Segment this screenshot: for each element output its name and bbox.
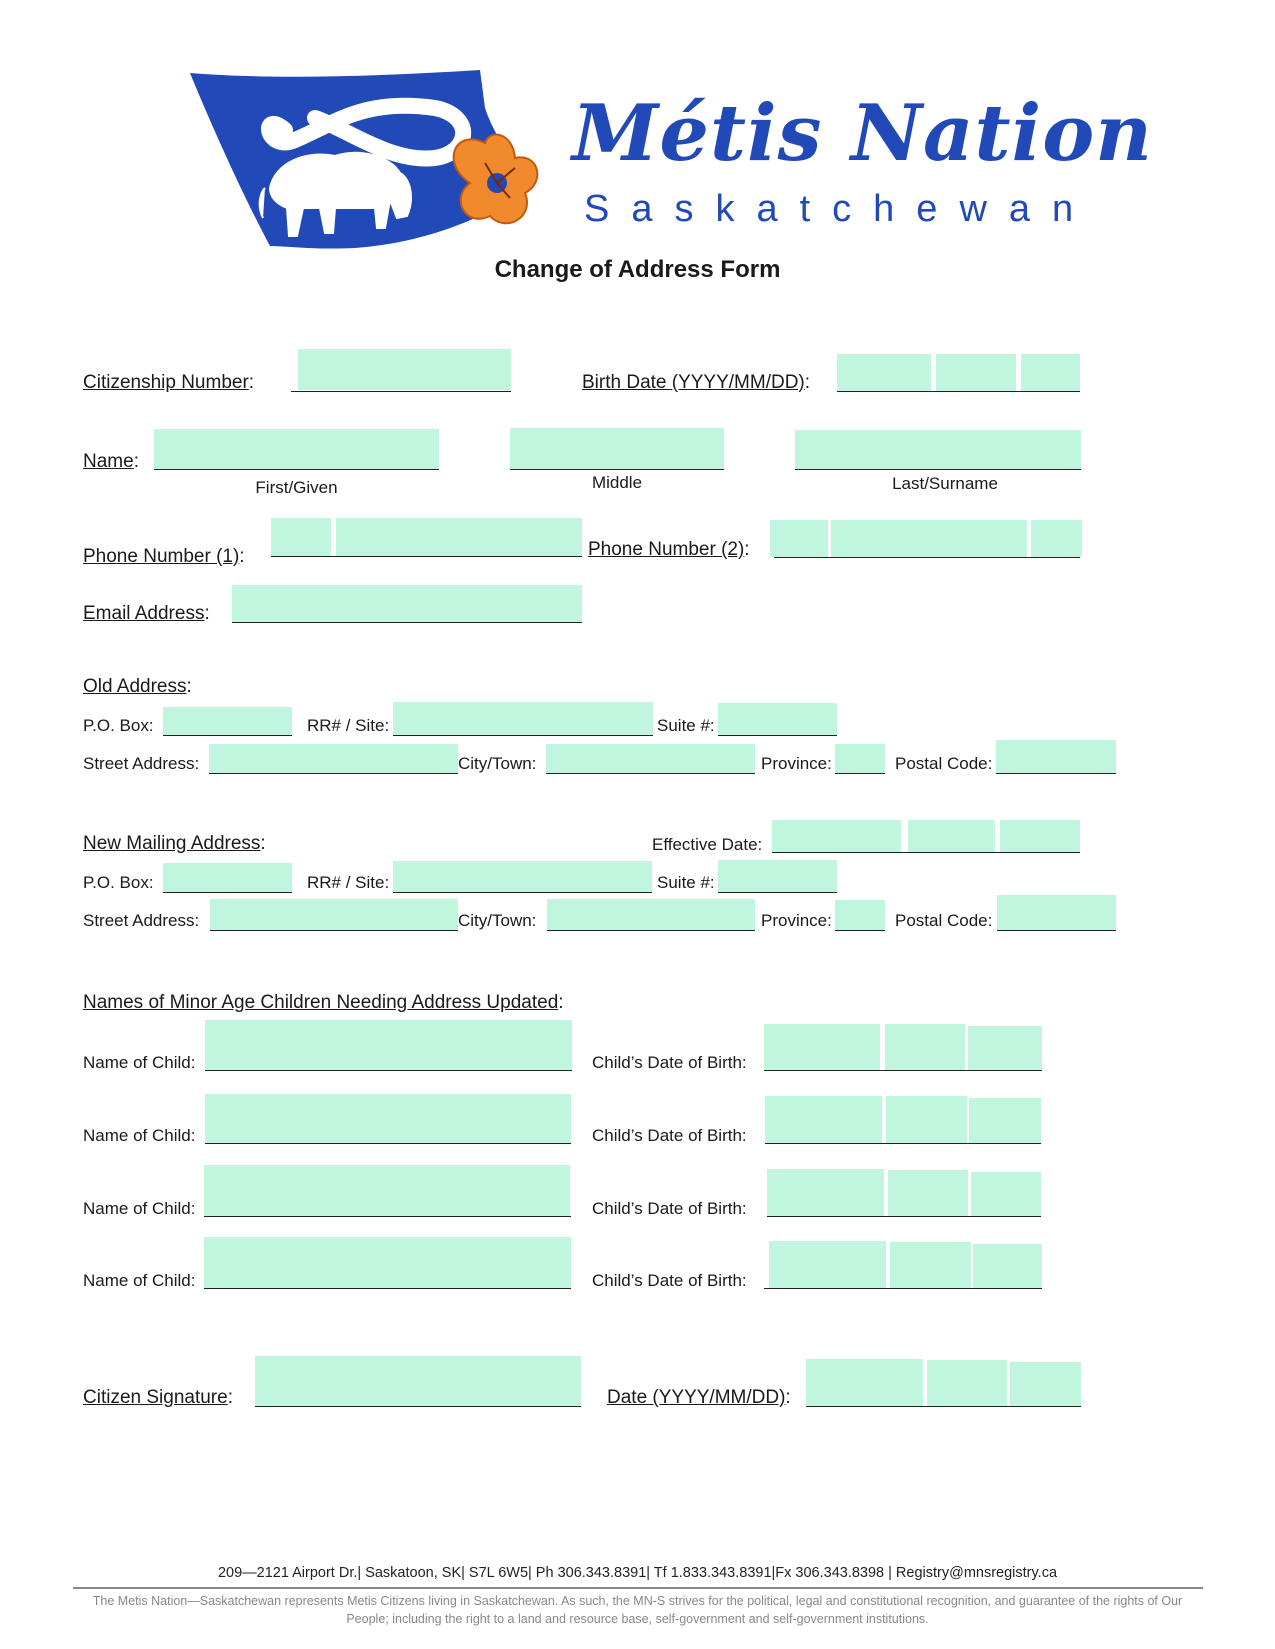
child1-dob-label: Child’s Date of Birth: <box>592 1053 747 1072</box>
child2-name-underline <box>205 1143 571 1144</box>
first-name-underline <box>154 469 439 470</box>
new-suite-label: Suite #: <box>657 873 715 892</box>
name-label: Name: <box>83 451 139 472</box>
birth-day-field[interactable] <box>1021 354 1080 391</box>
citizenship-number-field[interactable] <box>298 349 511 390</box>
old-postal-field[interactable] <box>996 740 1116 773</box>
signature-day-field[interactable] <box>1010 1362 1081 1406</box>
new-city-underline <box>547 930 755 931</box>
old-po-box-label: P.O. Box: <box>83 716 154 735</box>
signature-date-underline <box>806 1406 1081 1407</box>
new-suite-underline <box>718 892 837 893</box>
child1-dob-month-field[interactable] <box>885 1024 965 1070</box>
child4-dob-year-field[interactable] <box>769 1241 886 1288</box>
child1-dob-underline <box>764 1070 1042 1071</box>
old-po-box-underline <box>163 735 292 736</box>
child4-name-field[interactable] <box>204 1237 571 1288</box>
email-label: Email Address: <box>83 603 210 624</box>
phone1-underline <box>271 556 582 557</box>
footer-contact: 209—2121 Airport Dr.| Saskatoon, SK| S7L 6W5| Ph 306.343.8391| Tf 1.833.343.8391|Fx 306.343.8398 | Registry@mnsregistry.ca <box>217 1565 1058 1581</box>
new-rr-site-field[interactable] <box>393 861 652 892</box>
phone2-label: Phone Number (2): <box>588 539 750 560</box>
signature-date-label: Date (YYYY/MM/DD): <box>607 1387 791 1408</box>
effective-date-label: Effective Date: <box>652 835 763 854</box>
child1-name-underline <box>205 1070 572 1071</box>
child3-dob-underline <box>767 1216 1041 1217</box>
old-province-label: Province: <box>761 754 832 773</box>
effective-year-field[interactable] <box>772 820 901 852</box>
child4-dob-month-field[interactable] <box>890 1242 971 1288</box>
child2-dob-month-field[interactable] <box>886 1096 967 1143</box>
old-postal-underline <box>996 773 1116 774</box>
old-street-underline <box>209 773 458 774</box>
child2-dob-year-field[interactable] <box>765 1096 882 1143</box>
new-street-label: Street Address: <box>83 911 200 930</box>
child3-dob-month-field[interactable] <box>888 1170 968 1216</box>
child3-name-label: Name of Child: <box>83 1199 196 1218</box>
old-province-underline <box>835 773 885 774</box>
child2-name-field[interactable] <box>205 1094 571 1143</box>
new-street-field[interactable] <box>210 899 458 930</box>
old-rr-site-field[interactable] <box>393 702 653 735</box>
birth-date-underline <box>837 391 1080 392</box>
email-field[interactable] <box>232 585 582 622</box>
child4-name-label: Name of Child: <box>83 1271 196 1290</box>
children-heading: Names of Minor Age Children Needing Address Updated: <box>83 992 564 1013</box>
child4-name-underline <box>204 1288 571 1289</box>
old-city-label: City/Town: <box>458 754 537 773</box>
old-street-field[interactable] <box>209 744 458 773</box>
email-underline <box>232 622 582 623</box>
new-po-box-underline <box>163 892 292 893</box>
phone2-area-field[interactable] <box>770 520 828 557</box>
new-po-box-field[interactable] <box>163 863 292 892</box>
new-rr-site-underline <box>393 892 652 893</box>
middle-name-underline <box>510 469 724 470</box>
child2-dob-label: Child’s Date of Birth: <box>592 1126 747 1145</box>
child1-name-field[interactable] <box>205 1020 572 1070</box>
new-province-field[interactable] <box>835 900 885 930</box>
child1-dob-day-field[interactable] <box>968 1026 1042 1070</box>
new-street-underline <box>210 930 458 931</box>
old-rr-site-label: RR# / Site: <box>307 716 390 735</box>
child3-dob-day-field[interactable] <box>971 1172 1041 1216</box>
old-rr-site-underline <box>393 735 653 736</box>
form-title: Change of Address Form <box>494 256 781 283</box>
child4-dob-underline <box>764 1288 1042 1289</box>
phone1-label: Phone Number (1): <box>83 546 245 567</box>
new-address-heading: New Mailing Address: <box>83 833 266 854</box>
child3-dob-year-field[interactable] <box>767 1169 884 1216</box>
last-name-field[interactable] <box>795 430 1081 469</box>
new-province-label: Province: <box>761 911 832 930</box>
new-postal-underline <box>997 930 1116 931</box>
lily-icon <box>454 135 538 224</box>
child2-dob-day-field[interactable] <box>969 1098 1041 1143</box>
new-city-field[interactable] <box>547 899 755 930</box>
citizenship-underline <box>291 391 511 392</box>
footer-divider <box>73 1587 1203 1589</box>
effective-date-underline <box>772 852 1080 853</box>
signature-year-field[interactable] <box>806 1359 923 1406</box>
old-postal-label: Postal Code: <box>895 754 993 773</box>
old-city-underline <box>546 773 755 774</box>
child2-dob-underline <box>765 1143 1041 1144</box>
last-name-underline <box>795 469 1081 470</box>
new-postal-field[interactable] <box>997 895 1116 930</box>
citizenship-label: Citizenship Number: <box>83 372 255 393</box>
old-suite-field[interactable] <box>718 703 837 735</box>
phone2-number-field[interactable] <box>831 520 1027 557</box>
brand-name: Métis Nation <box>572 88 1153 179</box>
child4-dob-day-field[interactable] <box>973 1244 1042 1288</box>
metis-logo <box>185 68 545 258</box>
old-po-box-field[interactable] <box>163 707 292 735</box>
child3-dob-label: Child’s Date of Birth: <box>592 1199 747 1218</box>
first-name-caption: First/Given <box>255 478 338 497</box>
signature-underline <box>255 1406 581 1407</box>
signature-label: Citizen Signature: <box>83 1387 233 1408</box>
effective-day-field[interactable] <box>1000 820 1080 852</box>
child1-name-label: Name of Child: <box>83 1053 196 1072</box>
new-po-box-label: P.O. Box: <box>83 873 154 892</box>
phone1-area-field[interactable] <box>271 518 331 556</box>
child1-dob-year-field[interactable] <box>764 1024 880 1070</box>
birth-month-field[interactable] <box>936 354 1016 391</box>
signature-month-field[interactable] <box>927 1360 1007 1406</box>
old-province-field[interactable] <box>835 744 885 773</box>
phone1-number-field[interactable] <box>336 518 582 556</box>
middle-name-field[interactable] <box>510 428 724 469</box>
last-name-caption: Last/Surname <box>892 474 998 493</box>
old-address-heading: Old Address: <box>83 676 192 697</box>
effective-month-field[interactable] <box>908 820 995 852</box>
old-city-field[interactable] <box>546 744 755 773</box>
birth-year-field[interactable] <box>837 354 931 391</box>
brand-subtitle: Saskatchewan <box>584 188 1096 230</box>
new-rr-site-label: RR# / Site: <box>307 873 390 892</box>
old-street-label: Street Address: <box>83 754 200 773</box>
old-suite-label: Suite #: <box>657 716 715 735</box>
old-suite-underline <box>718 735 837 736</box>
child3-name-underline <box>204 1216 571 1217</box>
middle-name-caption: Middle <box>591 473 643 492</box>
signature-field[interactable] <box>255 1356 581 1406</box>
footer-mission: The Metis Nation—Saskatchewan represents Metis Citizens living in Saskatchewan. As such, the MN-S strives for the political, legal and constitutional recognition, and guarantee of the rights of Our People; including the right to a land and resource base, self-government and self-government institutions. <box>92 1594 1183 1626</box>
first-name-field[interactable] <box>154 429 439 469</box>
new-city-label: City/Town: <box>458 911 537 930</box>
phone2-underline <box>774 557 1080 558</box>
child2-name-label: Name of Child: <box>83 1126 196 1145</box>
child3-name-field[interactable] <box>204 1165 570 1216</box>
birth-date-label: Birth Date (YYYY/MM/DD): <box>582 372 811 393</box>
phone2-ext-field[interactable] <box>1031 520 1082 557</box>
child4-dob-label: Child’s Date of Birth: <box>592 1271 747 1290</box>
new-suite-field[interactable] <box>718 860 837 892</box>
new-postal-label: Postal Code: <box>895 911 993 930</box>
new-province-underline <box>835 930 885 931</box>
